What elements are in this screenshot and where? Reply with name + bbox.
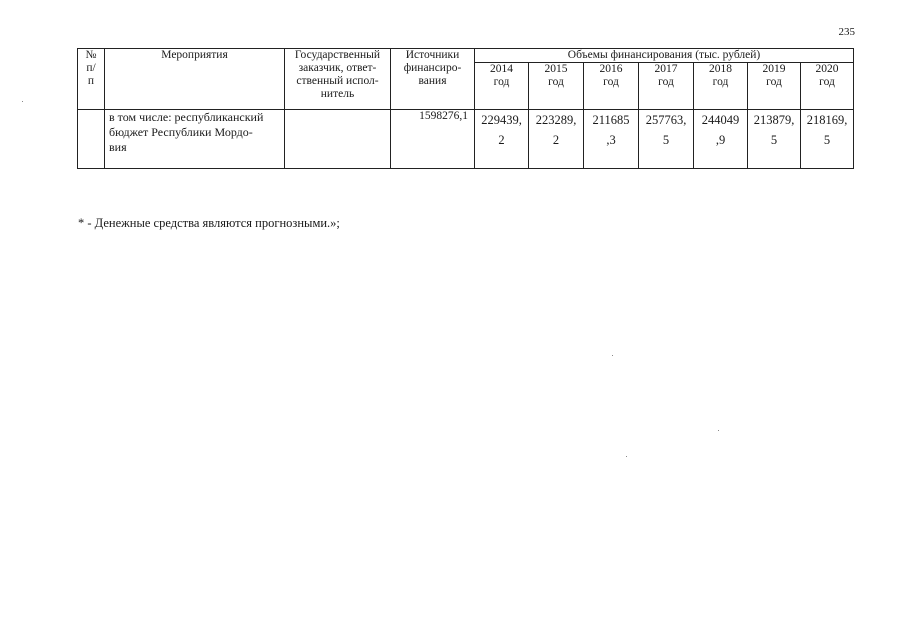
footnote: * - Денежные средства являются прогнозными.»;: [78, 216, 340, 230]
header-activities: Мероприятия: [105, 49, 285, 110]
year-label: 2018: [709, 63, 732, 75]
year-label: 2015: [544, 63, 568, 75]
year-unit: год: [603, 76, 619, 88]
header-number-line: п: [87, 75, 95, 87]
value-line: 229439,: [481, 113, 522, 127]
header-sources-line: Источники: [405, 49, 460, 61]
row-value-2015: [529, 110, 584, 169]
value-line: 213879,: [753, 113, 795, 127]
year-label: 2020: [815, 63, 839, 75]
funding-table: [77, 48, 854, 169]
year-unit: год: [819, 76, 835, 88]
scan-speck: [22, 101, 23, 102]
row-activity-line: бюджет Республики Мордо-: [109, 125, 253, 139]
row-customer: [285, 110, 391, 169]
value-line: 5: [823, 133, 831, 147]
header-year-2017: [639, 63, 694, 110]
value-line: ,3: [606, 133, 616, 147]
scan-speck: [612, 355, 613, 356]
scan-speck: [626, 456, 627, 457]
header-customer: [285, 49, 391, 110]
value-line: 2: [552, 133, 560, 147]
year-label: 2019: [762, 63, 786, 75]
year-unit: год: [712, 76, 729, 88]
row-value-2014: [475, 110, 529, 169]
row-value-2018: [694, 110, 748, 169]
year-label: 2014: [490, 63, 513, 75]
year-unit: год: [548, 76, 564, 88]
header-year-2019: [748, 63, 801, 110]
header-year-2015: [529, 63, 584, 110]
row-value-2019: [748, 110, 801, 169]
header-funding: Объемы финансирования (тыс. рублей): [475, 49, 854, 63]
row-source-total: 1598276,1: [391, 110, 475, 169]
table-row: [78, 110, 854, 169]
header-number: [78, 49, 105, 110]
header-customer-line: Государственный: [294, 49, 381, 61]
value-line: 244049: [701, 113, 740, 127]
value-line: 218169,: [806, 113, 848, 127]
header-year-2020: [801, 63, 854, 110]
header-number-line: п/: [86, 62, 96, 74]
value-line: ,9: [715, 133, 726, 147]
value-line: 5: [662, 133, 670, 147]
year-unit: год: [766, 76, 782, 88]
header-sources-line: финансиро-: [403, 62, 462, 74]
value-line: 5: [770, 133, 778, 147]
value-line: 223289,: [535, 113, 577, 127]
value-line: 211685: [592, 113, 630, 127]
scan-speck: [718, 430, 719, 431]
header-sources-line: вания: [418, 75, 447, 87]
year-unit: год: [658, 76, 674, 88]
page-number: 235: [838, 26, 855, 38]
year-unit: год: [493, 76, 510, 88]
header-customer-line: ственный испол-: [296, 75, 379, 87]
header-customer-line: нитель: [320, 88, 355, 100]
value-line: 257763,: [645, 113, 687, 127]
header-year-2016: [584, 63, 639, 110]
header-year-2018: [694, 63, 748, 110]
year-label: 2017: [654, 63, 678, 75]
header-customer-line: заказчик, ответ-: [298, 62, 377, 74]
row-value-2020: [801, 110, 854, 169]
row-activity-line: в том числе: республиканский: [109, 110, 264, 124]
row-value-2017: [639, 110, 694, 169]
value-line: 2: [498, 133, 505, 147]
row-value-2016: [584, 110, 639, 169]
row-activity-line: вия: [109, 140, 127, 154]
row-activity: [105, 110, 285, 169]
header-number-line: №: [85, 49, 97, 61]
year-label: 2016: [599, 63, 623, 75]
header-sources: [391, 49, 475, 110]
row-number: [78, 110, 105, 169]
header-year-2014: [475, 63, 529, 110]
